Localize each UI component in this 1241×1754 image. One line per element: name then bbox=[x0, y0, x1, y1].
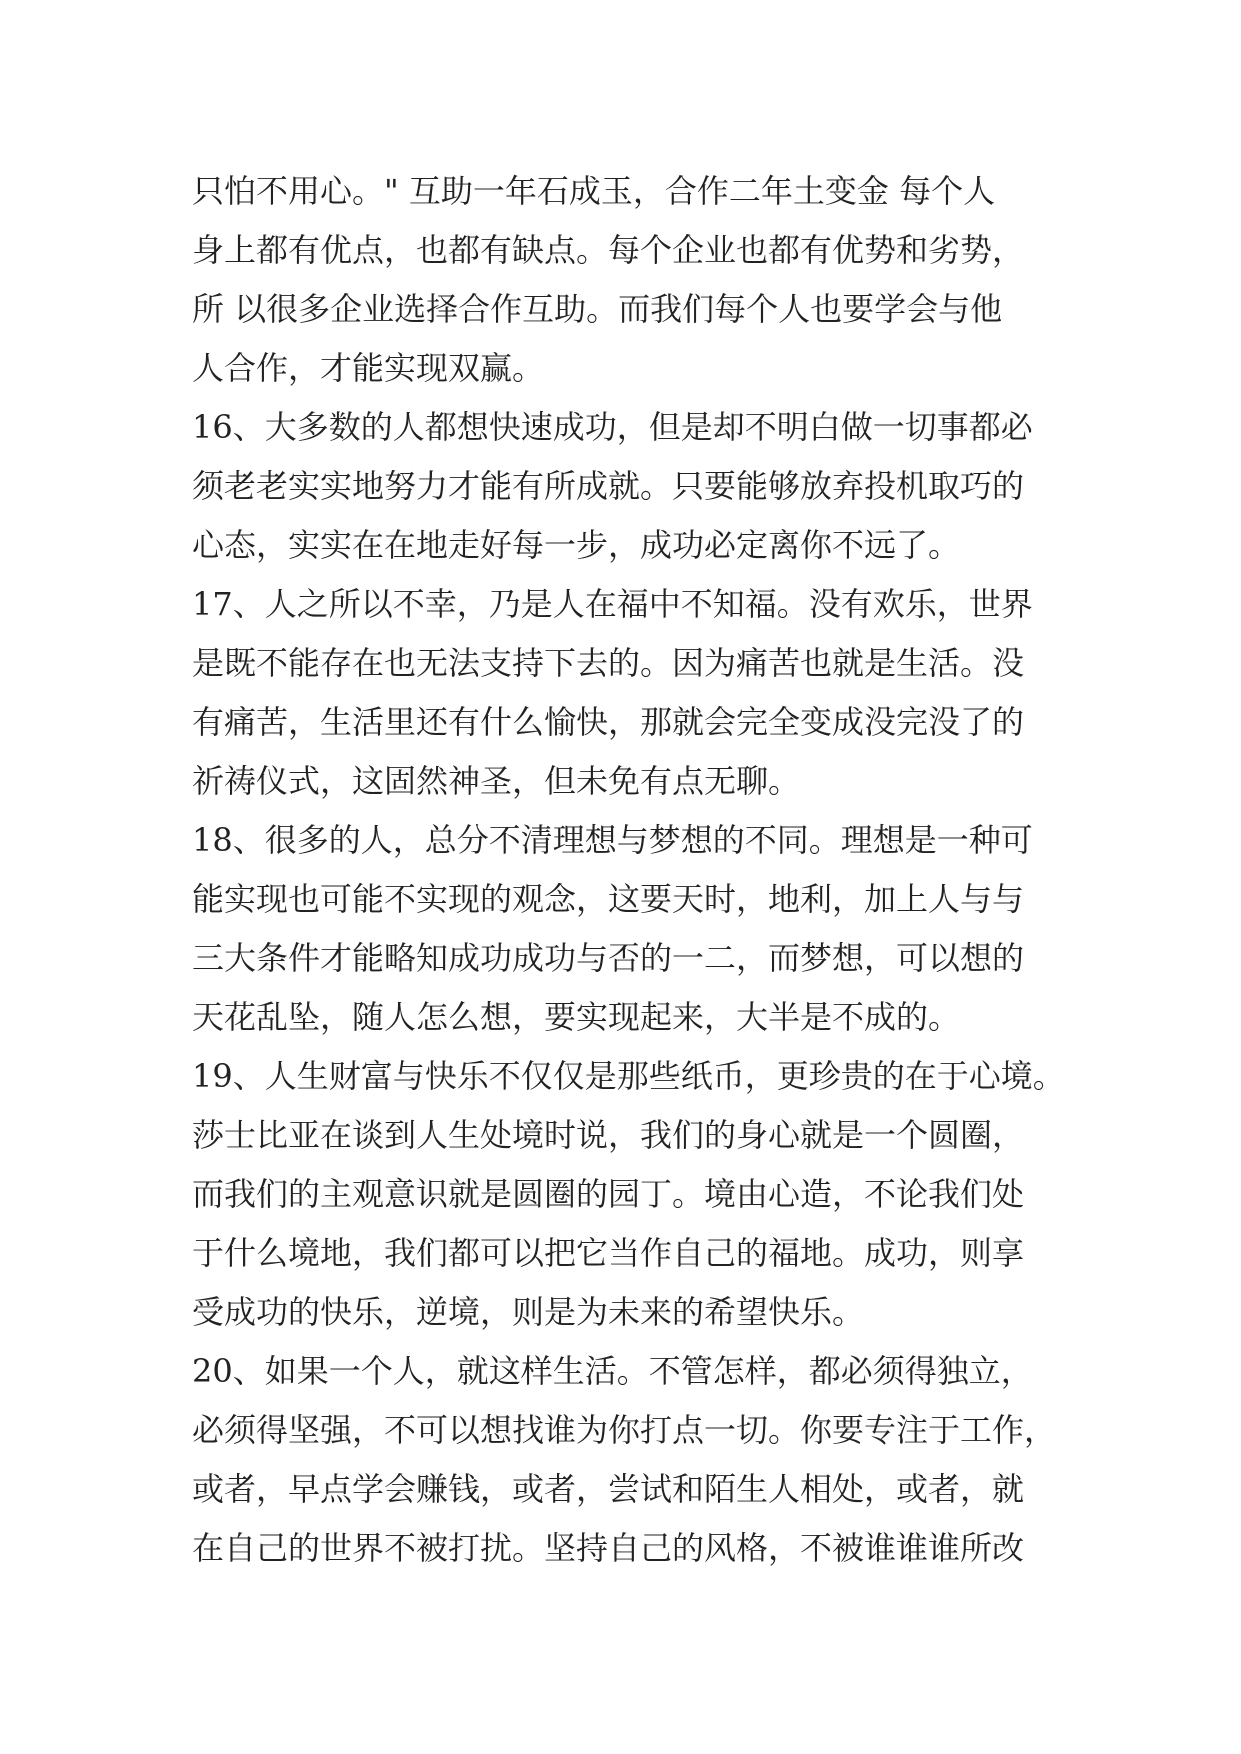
text-line: 有痛苦，生活里还有什么愉快，那就会完全变成没完没了的 bbox=[192, 703, 1025, 741]
text-line: 能实现也可能不实现的观念，这要天时，地利，加上人与与 bbox=[192, 880, 1025, 918]
text-line: 必须得坚强，不可以想找谁为你打点一切。你要专注于工作， bbox=[192, 1411, 1057, 1449]
text-line: 16、大多数的人都想快速成功，但是却不明白做一切事都必 bbox=[192, 408, 1033, 446]
text-line: 天花乱坠，随人怎么想，要实现起来，大半是不成的。 bbox=[192, 998, 961, 1036]
text-line: 20、如果一个人，就这样生活。不管怎样，都必须得独立， bbox=[192, 1352, 1033, 1390]
text-line: 所 以很多企业选择合作互助。而我们每个人也要学会与他 bbox=[192, 290, 1003, 328]
text-line: 在自己的世界不被打扰。坚持自己的风格，不被谁谁谁所改 bbox=[192, 1529, 1025, 1567]
document-page bbox=[192, 162, 1072, 1578]
text-line: 18、很多的人，总分不清理想与梦想的不同。理想是一种可 bbox=[192, 821, 1033, 859]
text-line: 于什么境地，我们都可以把它当作自己的福地。成功，则享 bbox=[192, 1234, 1025, 1272]
text-line: 17、人之所以不幸，乃是人在福中不知福。没有欢乐，世界 bbox=[192, 585, 1033, 623]
text-line: 只怕不用心。" 互助一年石成玉，合作二年土变金 每个人 bbox=[192, 172, 996, 210]
text-line: 祈祷仪式，这固然神圣，但未免有点无聊。 bbox=[192, 762, 801, 800]
text-line: 莎士比亚在谈到人生处境时说，我们的身心就是一个圆圈， bbox=[192, 1116, 1025, 1154]
text-line: 须老老实实地努力才能有所成就。只要能够放弃投机取巧的 bbox=[192, 467, 1025, 505]
text-line: 19、人生财富与快乐不仅仅是那些纸币，更珍贵的在于心境。 bbox=[192, 1057, 1065, 1095]
text-line: 人合作，才能实现双赢。 bbox=[192, 349, 545, 387]
text-line: 或者，早点学会赚钱，或者，尝试和陌生人相处，或者，就 bbox=[192, 1470, 1025, 1508]
text-line: 而我们的主观意识就是圆圈的园丁。境由心造，不论我们处 bbox=[192, 1175, 1025, 1213]
text-line: 受成功的快乐，逆境，则是为未来的希望快乐。 bbox=[192, 1293, 865, 1331]
text-line: 三大条件才能略知成功成功与否的一二，而梦想，可以想的 bbox=[192, 939, 1025, 977]
text-line: 心态，实实在在地走好每一步，成功必定离你不远了。 bbox=[192, 526, 961, 564]
text-line: 是既不能存在也无法支持下去的。因为痛苦也就是生活。没 bbox=[192, 644, 1025, 682]
text-line: 身上都有优点，也都有缺点。每个企业也都有优势和劣势， bbox=[192, 231, 1025, 269]
